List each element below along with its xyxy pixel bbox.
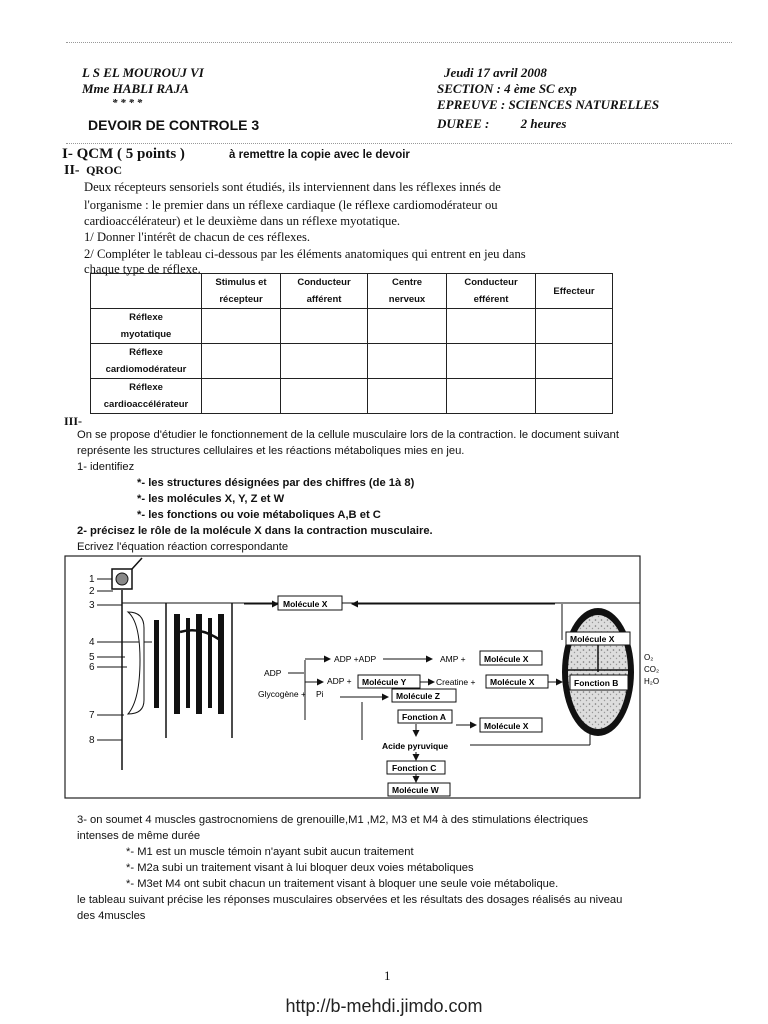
question-3: 3- on soumet 4 muscles gastrocnomiens de grenouille,M1 ,M2, M3 et M4 à des stimulations électriques bbox=[77, 814, 589, 826]
label-4: 4 bbox=[89, 637, 95, 648]
h2o-label: H₂O bbox=[644, 677, 660, 686]
molecule-w: Molécule W bbox=[392, 785, 439, 795]
exam-title: DEVOIR DE CONTROLE 3 bbox=[88, 117, 260, 133]
qroc-question-1: 1/ Donner l'intérêt de chacun de ces réflexes. bbox=[84, 230, 311, 244]
row-label: Réflexe myotatique bbox=[91, 309, 202, 344]
exam-subject: EPREUVE : SCIENCES NATURELLES bbox=[437, 97, 660, 112]
acide-pyruvique: Acide pyruvique bbox=[382, 741, 449, 751]
muscle-treatment-item: *- M2a subi un traitement visant à lui bloquer deux voies métaboliques bbox=[126, 862, 474, 874]
exam-date: Jeudi 17 avril 2008 bbox=[444, 65, 547, 80]
fonction-b: Fonction B bbox=[574, 678, 619, 688]
table-header: Conducteur efférent bbox=[447, 274, 536, 309]
section2-number: II- bbox=[64, 163, 80, 178]
bullet-item: *- les structures désignées par des chiffres (de 1à 8) bbox=[137, 477, 415, 489]
molecule-x-3: Molécule X bbox=[490, 677, 535, 687]
molecule-z: Molécule Z bbox=[396, 691, 440, 701]
adp-plus-label: ADP + bbox=[327, 676, 352, 686]
label-8: 8 bbox=[89, 735, 95, 746]
table-header: Centre nerveux bbox=[368, 274, 447, 309]
label-1: 1 bbox=[89, 574, 95, 585]
pi-label: Pi bbox=[316, 689, 324, 699]
label-6: 6 bbox=[89, 662, 95, 673]
qroc-line: Deux récepteurs sensoriels sont étudiés, ils interviennent dans les réflexes innés de bbox=[84, 180, 501, 194]
exam-section: SECTION : 4 ème SC exp bbox=[437, 81, 577, 96]
creatine-label: Creatine + bbox=[436, 677, 476, 687]
molecule-x-top: Molécule X bbox=[283, 599, 328, 609]
header-stars: * * * * bbox=[112, 97, 143, 109]
co2-label: CO₂ bbox=[644, 665, 660, 674]
footer-url[interactable]: http://b-mehdi.jimdo.com bbox=[285, 996, 483, 1016]
axon bbox=[132, 558, 142, 569]
label-3: 3 bbox=[89, 600, 95, 611]
table-intro-line: des 4muscles bbox=[77, 910, 146, 922]
o2-label: O₂ bbox=[644, 653, 654, 662]
adp-label: ADP bbox=[264, 668, 282, 678]
molecule-y: Molécule Y bbox=[362, 677, 407, 687]
section2-title: QROC bbox=[86, 163, 123, 177]
molecule-x-5: Molécule X bbox=[570, 634, 615, 644]
section3-line: On se propose d'étudier le fonctionnement de la cellule musculaire lors de la contraction. le document suivant bbox=[77, 429, 619, 441]
question-3-line: intenses de même durée bbox=[77, 830, 201, 842]
row-label: Réflexe cardioaccélérateur bbox=[91, 379, 202, 414]
molecule-x-2: Molécule X bbox=[484, 654, 529, 664]
glycogene-label: Glycogène + bbox=[258, 689, 306, 699]
adp-adp-label: ADP +ADP bbox=[334, 654, 377, 664]
section3-heading: III- bbox=[64, 414, 83, 428]
qroc-line: l'organisme : le premier dans un réflexe cardiaque (le réflexe cardiomodérateur ou bbox=[84, 198, 498, 212]
section1-heading: I- QCM ( 5 points ) bbox=[62, 146, 185, 162]
question-1: 1- identifiez bbox=[77, 461, 135, 473]
amp-label: AMP + bbox=[440, 654, 466, 664]
table-intro-line: le tableau suivant précise les réponses musculaires observées et les résultats des dosages réalisés au niveau bbox=[77, 894, 623, 906]
myofibril bbox=[128, 612, 144, 714]
muscle-treatment-item: *- M3et M4 ont subit chacun un traitement visant à bloquer une seule voie métabolique. bbox=[126, 878, 559, 890]
synaptic-vesicle bbox=[116, 573, 128, 585]
diagram-frame bbox=[65, 556, 640, 798]
teacher-name: Mme HABLI RAJA bbox=[82, 81, 189, 96]
bullet-item: *- les fonctions ou voie métaboliques A,B et C bbox=[137, 509, 381, 521]
structure-number-labels bbox=[89, 574, 95, 746]
fonction-a: Fonction A bbox=[402, 712, 447, 722]
table-header: Conducteur afférent bbox=[281, 274, 368, 309]
table-header: Stimulus et récepteur bbox=[202, 274, 281, 309]
row-label: Réflexe cardiomodérateur bbox=[91, 344, 202, 379]
question-2: 2- précisez le rôle de la molécule X dans la contraction musculaire. bbox=[77, 525, 433, 537]
label-2: 2 bbox=[89, 586, 95, 597]
section3-line: représente les structures cellulaires et les réactions métaboliques mies en jeu. bbox=[77, 445, 465, 457]
qroc-line: chaque type de réflexe. bbox=[84, 262, 201, 276]
table-header: Effecteur bbox=[536, 274, 613, 309]
label-7: 7 bbox=[89, 710, 95, 721]
qroc-question-2: 2/ Compléter le tableau ci-dessous par les éléments anatomiques qui entrent en jeu dans bbox=[84, 247, 526, 261]
page-number: 1 bbox=[384, 968, 391, 983]
school-name: L S EL MOUROUJ VI bbox=[82, 65, 204, 80]
molecule-x-4: Molécule X bbox=[484, 721, 529, 731]
section1-note: à remettre la copie avec le devoir bbox=[229, 149, 410, 161]
sarcomere bbox=[154, 603, 232, 738]
label-5: 5 bbox=[89, 652, 95, 663]
duration-value: 2 heures bbox=[520, 116, 567, 131]
fonction-c: Fonction C bbox=[392, 763, 437, 773]
muscle-treatment-item: *- M1 est un muscle témoin n'ayant subit aucun traitement bbox=[126, 846, 414, 858]
bullet-item: *- les molécules X, Y, Z et W bbox=[137, 493, 285, 505]
question-2-equation: Ecrivez l'équation réaction correspondante bbox=[77, 541, 289, 553]
qroc-line: cardioaccélérateur) et le deuxième dans un réflexe myotatique. bbox=[84, 214, 401, 228]
duration-label: DUREE : bbox=[437, 116, 490, 131]
